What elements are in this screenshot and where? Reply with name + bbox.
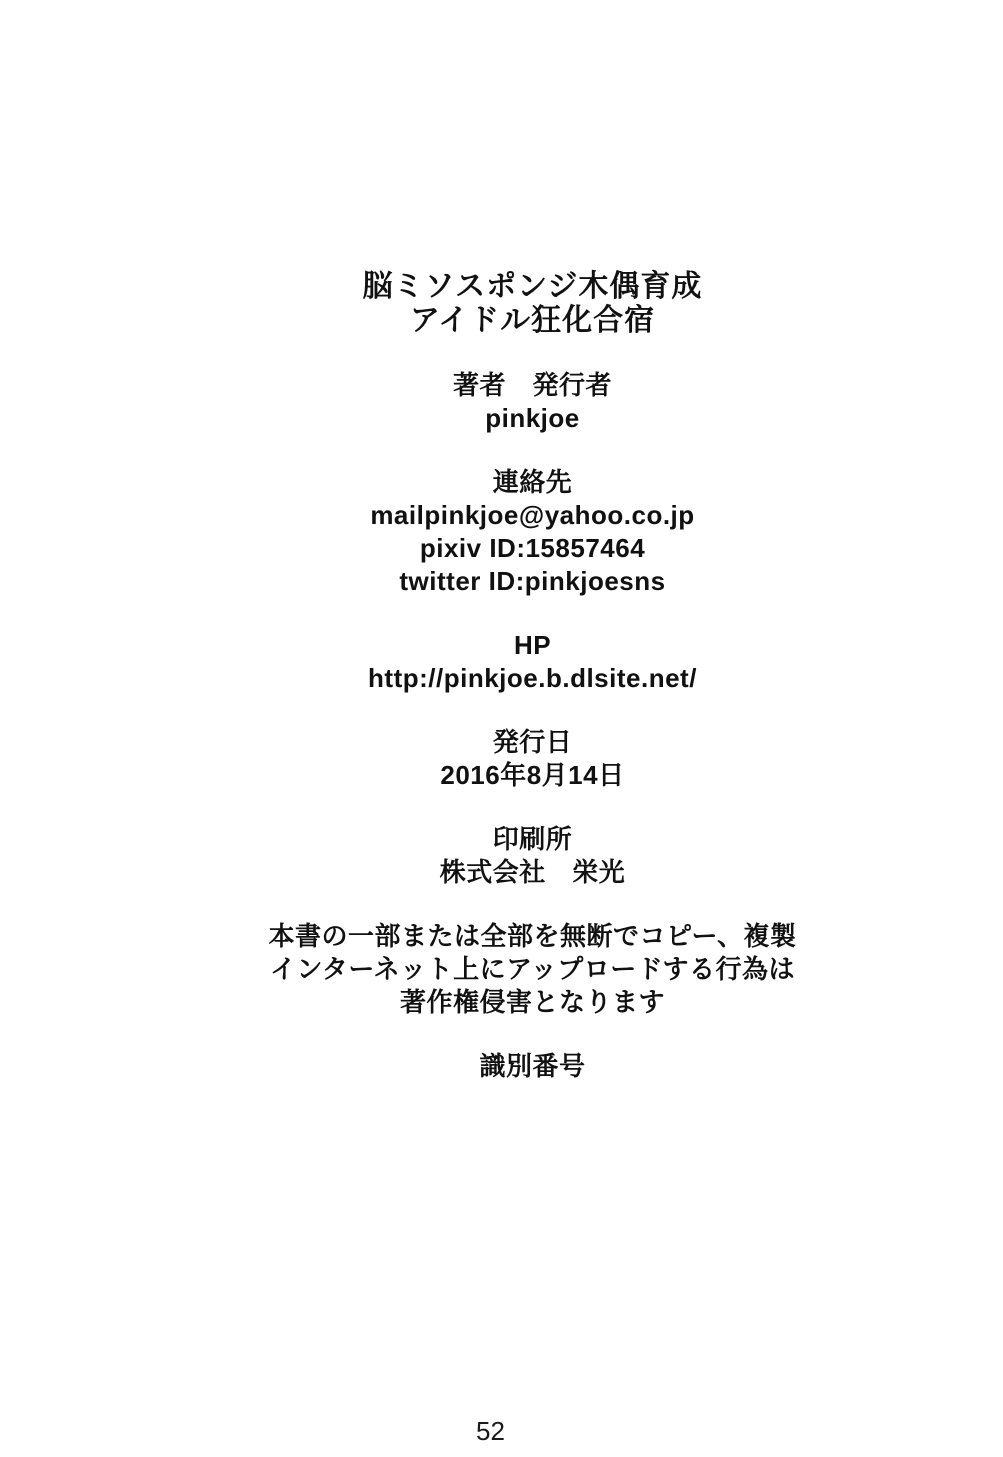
contact-twitter-id: twitter ID:pinkjoesns xyxy=(399,566,666,596)
copyright-notice-line-1: 本書の一部または全部を無断でコピー、複製 xyxy=(268,921,797,951)
author-heading: 著者 発行者 xyxy=(452,370,612,400)
id-number-label: 識別番号 xyxy=(479,1051,586,1081)
book-title-line-2: アイドル狂化合宿 xyxy=(409,304,656,337)
book-title-line-1: 脳ミソスポンジ木偶育成 xyxy=(362,270,703,303)
contact-email: mailpinkjoe@yahoo.co.jp xyxy=(370,500,695,530)
copyright-notice-line-3: 著作権侵害となります xyxy=(399,987,665,1017)
book-title-block xyxy=(62,270,1003,338)
contact-pixiv-id: pixiv ID:15857464 xyxy=(419,533,646,563)
id-number-block xyxy=(62,1050,1003,1083)
printer-company: 株式会社 栄光 xyxy=(439,857,626,887)
website-block xyxy=(62,629,1003,695)
contact-heading: 連絡先 xyxy=(492,467,573,497)
printer-block xyxy=(62,823,1003,889)
website-heading: HP xyxy=(513,630,552,660)
copyright-notice-line-2: インターネット上にアップロードする行為は xyxy=(269,954,796,984)
publication-date-value: 2016年8月14日 xyxy=(440,760,625,790)
publication-date-block xyxy=(62,726,1003,792)
page-number: 52 xyxy=(476,1416,505,1446)
copyright-notice-block xyxy=(62,920,1003,1019)
contact-block xyxy=(62,466,1003,598)
colophon-text-column xyxy=(0,270,1003,1114)
printer-heading: 印刷所 xyxy=(492,824,573,854)
website-url: http://pinkjoe.b.dlsite.net/ xyxy=(368,663,697,693)
author-name: pinkjoe xyxy=(485,403,580,433)
author-block xyxy=(62,369,1003,435)
publication-date-heading: 発行日 xyxy=(492,727,573,757)
